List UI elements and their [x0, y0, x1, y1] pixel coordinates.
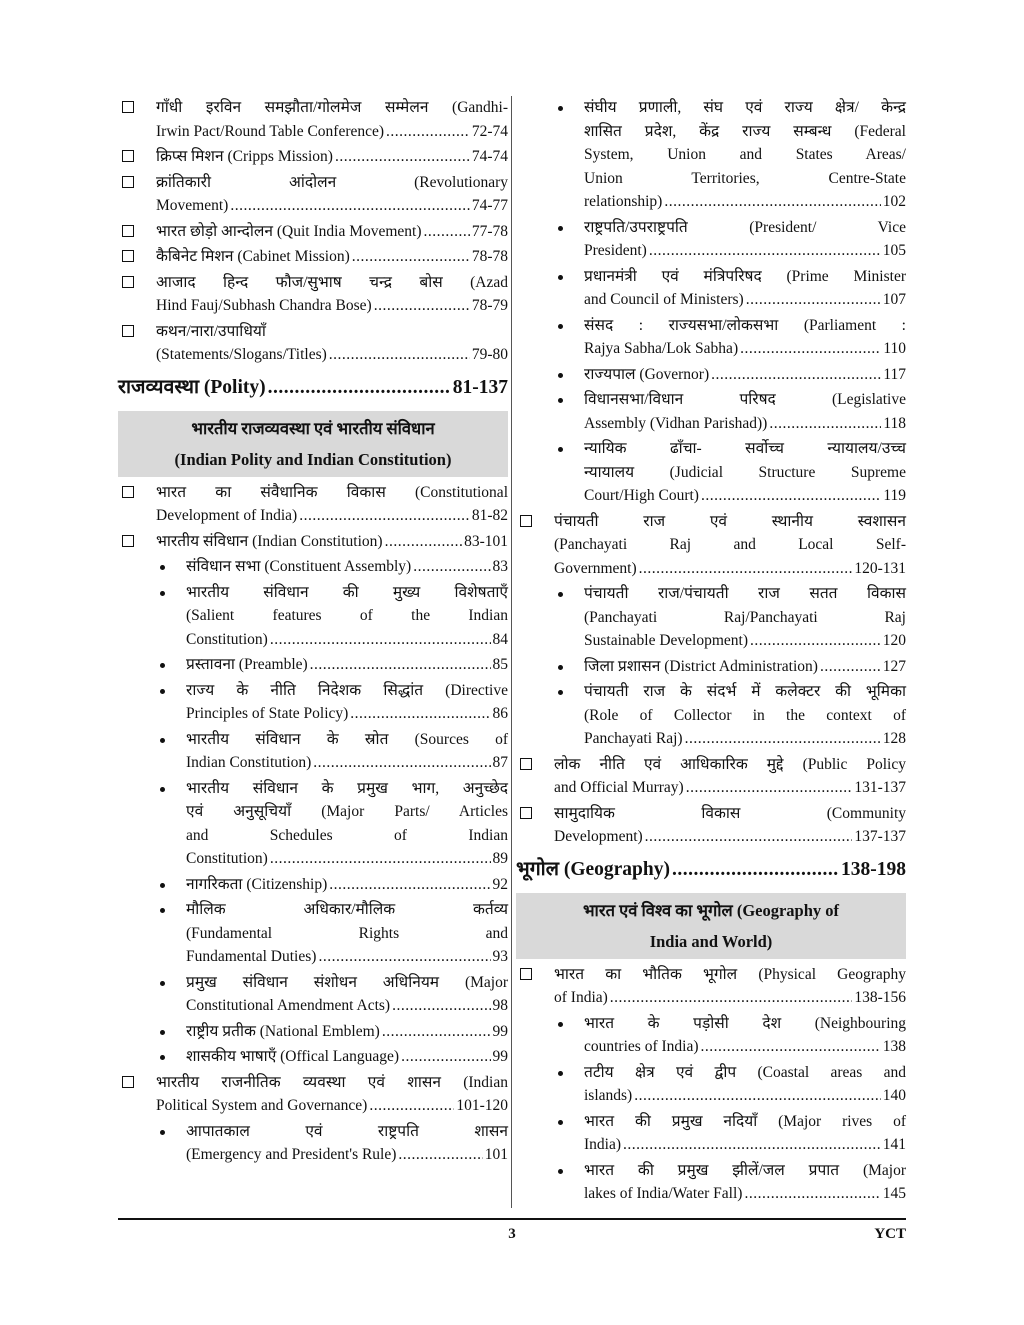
dot-leader	[386, 120, 470, 144]
bullet-icon	[160, 1055, 165, 1060]
checkbox-square-icon	[520, 758, 532, 770]
bullet-icon	[160, 689, 165, 694]
bullet-icon	[558, 592, 563, 597]
entry-page: 93	[492, 948, 508, 965]
dot-leader	[374, 294, 470, 318]
toc-entry	[516, 963, 906, 1010]
entry-text: Hind Fauj/Subhash Chandra Bose)	[156, 297, 372, 314]
dot-leader	[685, 727, 881, 751]
bullet-icon	[160, 981, 165, 986]
entry-page: 145	[882, 1185, 906, 1202]
entry-text: तटीय क्षेत्र एवं द्वीप (Coastal areas and	[584, 1063, 906, 1081]
dot-leader	[645, 825, 853, 849]
entry-text: भारत छोड़ो आन्दोलन (Quit India Movement)	[156, 222, 422, 240]
entry-text: Political System and Governance)	[156, 1097, 368, 1114]
entry-page: 72-74	[471, 122, 508, 140]
entry-text: क्रिप्स मिशन (Cripps Mission)	[156, 148, 333, 165]
column-divider	[511, 96, 512, 1208]
entry-text: and Council of Ministers)	[584, 291, 744, 308]
entry-text: पंचायती राज के संदर्भ में कलेक्टर की भूमिका	[584, 683, 906, 700]
toc-entry	[516, 216, 906, 263]
toc-entry	[118, 728, 508, 775]
dot-leader	[634, 1084, 881, 1108]
entry-text: (Emergency and President's Rule)	[186, 1146, 397, 1163]
entry-text: जिला प्रशासन (District Administration)	[584, 657, 818, 675]
toc-entry	[516, 753, 906, 800]
dot-leader	[299, 504, 470, 528]
entry-text: मौलिक अधिकार/मौलिक कर्तव्य	[186, 901, 508, 918]
entry-page: 110	[883, 340, 906, 357]
entry-page: 107	[882, 291, 906, 308]
toc-entry	[118, 171, 508, 218]
entry-text: Court/High Court)	[584, 487, 699, 504]
dot-leader	[329, 873, 490, 897]
entry-page: 119	[883, 487, 906, 504]
dot-leader	[392, 994, 490, 1018]
entry-page: 84	[492, 630, 508, 648]
bullet-icon	[558, 398, 563, 403]
entry-text: भारत के पड़ोसी देश (Neighbouring	[584, 1014, 906, 1032]
toc-entry	[118, 653, 508, 677]
toc-entry	[118, 555, 508, 579]
bullet-icon	[558, 275, 563, 280]
entry-page: 99	[492, 1048, 508, 1065]
entry-text: Development)	[554, 828, 643, 845]
entry-text: and Schedules of Indian	[186, 826, 508, 844]
entry-page: 86	[492, 705, 508, 722]
dot-leader	[750, 629, 881, 653]
bullet-icon	[160, 663, 165, 668]
entry-text: (Fundamental Rights and	[186, 924, 508, 942]
dot-leader	[746, 288, 881, 312]
checkbox-square-icon	[122, 535, 134, 547]
bullet-icon	[558, 690, 563, 695]
dot-leader	[310, 653, 491, 677]
dot-leader	[740, 337, 881, 361]
entry-text: lakes of India/Water Fall)	[584, 1185, 743, 1202]
toc-entry	[516, 96, 906, 214]
entry-text: President)	[584, 242, 647, 259]
dot-leader	[820, 655, 881, 679]
bullet-icon	[558, 106, 563, 111]
dot-leader	[270, 628, 491, 652]
entry-text: islands)	[584, 1087, 633, 1104]
entry-text: गाँधी इरविन समझौता/गोलमेज सम्मेलन (Gandhi-	[156, 99, 508, 116]
entry-text: (Role of Collector in the context of	[584, 706, 906, 724]
checkbox-square-icon	[520, 807, 532, 819]
left-top-entries	[118, 96, 508, 367]
dot-leader	[639, 557, 853, 581]
checkbox-square-icon	[122, 250, 134, 262]
entry-text: Union Territories, Centre-State	[584, 169, 906, 187]
dot-leader	[744, 1182, 880, 1206]
entry-page: 83-101	[464, 532, 508, 550]
entry-text: भारतीय संविधान (Indian Constitution)	[156, 532, 383, 550]
checkbox-square-icon	[122, 276, 134, 288]
toc-entry	[516, 437, 906, 508]
entry-text: (Statements/Slogans/Titles)	[156, 346, 327, 363]
entry-page: 78-79	[471, 297, 508, 314]
bullet-icon	[558, 1169, 563, 1174]
left-entries	[118, 481, 508, 1167]
bullet-icon	[160, 738, 165, 743]
checkbox-square-icon	[122, 325, 134, 337]
entry-text: पंचायती राज/पंचायती राज सतत विकास	[584, 585, 906, 602]
entry-page: 79-80	[471, 346, 508, 363]
dot-leader	[313, 751, 490, 775]
bullet-icon	[160, 565, 165, 570]
bullet-icon	[558, 1071, 563, 1076]
dot-leader	[401, 1045, 490, 1069]
entry-text: and Official Murray)	[554, 779, 684, 796]
entry-text: राज्य के नीति निदेशक सिद्धांत (Directive	[186, 681, 508, 699]
entry-text: राष्ट्रीय प्रतीक (National Emblem)	[186, 1022, 380, 1040]
entry-page: 77-78	[471, 222, 508, 240]
entry-text: India)	[584, 1136, 622, 1153]
bullet-icon	[558, 226, 563, 231]
bullet-icon	[160, 883, 165, 888]
checkbox-square-icon	[122, 486, 134, 498]
entry-text: Indian Constitution)	[186, 754, 312, 771]
entry-page: 78-78	[471, 248, 508, 265]
entry-page: 105	[882, 242, 906, 259]
checkbox-square-icon	[122, 101, 134, 113]
checkbox-square-icon	[520, 968, 532, 980]
entry-text: Constitutional Amendment Acts)	[186, 997, 391, 1014]
checkbox-square-icon	[520, 515, 532, 527]
entry-text: भारत का भौतिक भूगोल (Physical Geography	[554, 965, 906, 983]
toc-entry	[516, 314, 906, 361]
toc-entry	[118, 1071, 508, 1118]
entry-text: Assembly (Vidhan Parishad))	[584, 414, 768, 432]
entry-text: लोक नीति एवं आधिकारिक मुद्दे (Public Policy	[554, 755, 906, 773]
toc-entry	[118, 1045, 508, 1069]
toc-entry	[516, 1159, 906, 1206]
entry-text: भारत की प्रमुख नदियाँ (Major rives of	[584, 1112, 906, 1130]
section-heading-geography: भूगोल (Geography) ..... 138-198	[516, 855, 906, 885]
dot-leader	[623, 1133, 881, 1157]
dot-leader	[382, 1020, 491, 1044]
toc-entry	[118, 271, 508, 318]
toc-entry	[118, 220, 508, 244]
entry-text: कथन/नारा/उपाधियाँ	[156, 322, 266, 340]
entry-text: (Panchayati Raj/Panchayati Raj	[584, 608, 906, 626]
entry-text: संसद : राज्यसभा/लोकसभा (Parliament :	[584, 316, 906, 334]
toc-entry	[118, 1120, 508, 1167]
toc-entry	[118, 320, 508, 367]
footer-rule	[118, 1218, 906, 1220]
entry-text: नागरिकता (Citizenship)	[186, 875, 328, 893]
entry-text: संघीय प्रणाली, संघ एवं राज्य क्षेत्र/ केन्द्र	[584, 99, 906, 116]
entry-page: 87	[492, 754, 508, 771]
right-entries	[516, 96, 906, 849]
toc-entry	[118, 898, 508, 969]
dot-leader	[398, 1143, 482, 1167]
bullet-icon	[558, 373, 563, 378]
entry-text: Fundamental Duties)	[186, 948, 317, 965]
toc-entry	[118, 679, 508, 726]
toc-entry	[516, 265, 906, 312]
toc-entry	[118, 581, 508, 652]
entry-text: relationship)	[584, 193, 663, 210]
entry-page: 92	[492, 875, 508, 893]
entry-text: भारतीय संविधान के प्रमुख भाग, अनुच्छेद	[186, 779, 508, 797]
toc-entry	[118, 96, 508, 143]
entry-text: राज्यपाल (Governor)	[584, 365, 710, 383]
subheading-indian-polity: भारतीय राजव्यवस्था एवं भारतीय संविधान (Indian Polity and Indian Constitution)	[118, 411, 508, 477]
entry-text: प्रमुख संविधान संशोधन अधिनियम (Major	[186, 973, 508, 991]
checkbox-square-icon	[122, 1076, 134, 1088]
dot-leader	[664, 190, 880, 214]
toc-entry	[118, 530, 508, 554]
toc-entry	[516, 363, 906, 387]
entry-page: 120	[882, 632, 906, 649]
toc-entry	[516, 388, 906, 435]
entry-page: 141	[882, 1136, 906, 1153]
entry-text: न्यायालय (Judicial Structure Supreme	[584, 463, 906, 481]
dot-leader	[369, 1094, 454, 1118]
toc-entry	[516, 655, 906, 679]
entry-page: 74-77	[471, 197, 508, 214]
entry-text: न्यायिक ढाँचा- सर्वोच्च न्यायालय/उच्च	[584, 440, 906, 457]
dot-leader	[352, 245, 470, 269]
toc-entry	[118, 971, 508, 1018]
subheading-geography: भारत एवं विश्व का भूगोल (Geography of India and World)	[516, 893, 906, 959]
dot-leader	[318, 945, 490, 969]
toc-entry	[516, 510, 906, 581]
entry-text: राष्ट्रपति/उपराष्ट्रपति (President/ Vice	[584, 218, 906, 236]
left-column	[118, 96, 508, 1169]
entry-text: संविधान सभा (Constituent Assembly)	[186, 558, 412, 575]
dot-leader	[413, 555, 490, 579]
entry-page: 89	[492, 850, 508, 867]
dot-leader	[769, 412, 881, 436]
entry-page: 138-156	[854, 989, 906, 1006]
entry-page: 118	[883, 414, 906, 432]
entry-text: क्रांतिकारी आंदोलन (Revolutionary	[156, 173, 508, 191]
entry-text: Rajya Sabha/Lok Sabha)	[584, 340, 739, 357]
entry-text: of India)	[554, 989, 608, 1006]
bullet-icon	[160, 1030, 165, 1035]
dot-leader	[711, 363, 881, 387]
entry-page: 137-137	[854, 828, 906, 845]
entry-text: प्रधानमंत्री एवं मंत्रिपरिषद (Prime Minister	[584, 267, 906, 285]
toc-entry	[516, 680, 906, 751]
bullet-icon	[558, 447, 563, 452]
entry-text: भारतीय संविधान की मुख्य विशेषताएँ	[186, 583, 508, 601]
page-number: 3	[508, 1226, 516, 1242]
bullet-icon	[558, 324, 563, 329]
toc-entry	[118, 1020, 508, 1044]
entry-text: Irwin Pact/Round Table Conference)	[156, 122, 385, 140]
entry-page: 120-131	[854, 559, 906, 577]
dot-leader	[329, 343, 470, 367]
toc-entry	[516, 1110, 906, 1157]
toc-entry	[516, 802, 906, 849]
entry-text: विधानसभा/विधान परिषद (Legislative	[584, 391, 906, 408]
entry-text: भारतीय संविधान के स्रोत (Sources of	[186, 730, 508, 748]
dot-leader	[230, 194, 470, 218]
entry-text: Movement)	[156, 197, 229, 214]
entry-text: Sustainable Development)	[584, 632, 748, 649]
footer-brand: YCT	[874, 1226, 906, 1242]
dot-leader	[701, 484, 881, 508]
entry-text: आपातकाल एवं राष्ट्रपति शासन	[186, 1122, 508, 1140]
entry-text: भारतीय राजनीतिक व्यवस्था एवं शासन (Indian	[156, 1073, 508, 1091]
entry-page: 74-74	[471, 148, 508, 165]
dot-leader	[335, 145, 470, 169]
dot-leader	[270, 847, 491, 871]
entry-text: भारत की प्रमुख झीलें/जल प्रपात (Major	[584, 1161, 906, 1179]
bullet-icon	[160, 787, 165, 792]
entry-page: 140	[882, 1087, 906, 1104]
entry-text: Government)	[554, 559, 637, 577]
entry-page: 128	[882, 730, 906, 747]
entry-text: countries of India)	[584, 1038, 699, 1055]
dot-leader	[424, 220, 470, 244]
right-entries-geography	[516, 963, 906, 1206]
entry-text: Constitution)	[186, 850, 268, 867]
checkbox-square-icon	[122, 225, 134, 237]
toc-entry	[118, 245, 508, 269]
entry-text: System, Union and States Areas/	[584, 146, 906, 163]
bullet-icon	[558, 1022, 563, 1027]
checkbox-square-icon	[122, 150, 134, 162]
entry-text: शासित प्रदेश, केंद्र राज्य सम्बन्ध (Federal	[584, 122, 906, 140]
entry-text: (Salient features of the Indian	[186, 607, 508, 624]
entry-text: आजाद हिन्द फौज/सुभाष चन्द्र बोस (Azad	[156, 273, 508, 291]
section-heading-polity: राजव्यवस्था (Polity) ..... 81-137	[118, 373, 508, 403]
entry-page: 81-82	[471, 507, 508, 524]
toc-entry	[118, 145, 508, 169]
entry-page: 117	[883, 365, 906, 383]
entry-page: 98	[492, 997, 508, 1014]
toc-entry	[118, 873, 508, 897]
entry-text: Principles of State Policy)	[186, 705, 349, 722]
entry-text: भारत का संवैधानिक विकास (Constitutional	[156, 483, 508, 501]
entry-text: प्रस्तावना (Preamble)	[186, 656, 308, 673]
entry-page: 101	[484, 1146, 508, 1163]
dot-leader	[350, 702, 490, 726]
dot-leader	[385, 530, 463, 554]
entry-page: 127	[882, 657, 906, 675]
entry-text: Development of India)	[156, 507, 298, 524]
entry-page: 83	[492, 558, 508, 575]
right-column	[516, 96, 906, 1208]
bullet-icon	[558, 1120, 563, 1125]
dot-leader	[610, 986, 853, 1010]
entry-page: 131-137	[854, 779, 906, 796]
toc-entry	[516, 582, 906, 653]
checkbox-square-icon	[122, 176, 134, 188]
toc-entry	[118, 481, 508, 528]
toc-entry	[516, 1061, 906, 1108]
entry-page: 85	[492, 656, 508, 673]
entry-page: 101-120	[456, 1097, 508, 1114]
entry-text: सामुदायिक विकास (Community	[554, 804, 906, 822]
entry-page: 99	[492, 1022, 508, 1040]
entry-page: 102	[882, 193, 906, 210]
toc-entry	[118, 777, 508, 871]
dot-leader	[701, 1035, 881, 1059]
dot-leader	[686, 776, 853, 800]
entry-text: एवं अनुसूचियाँ (Major Parts/ Articles	[186, 803, 508, 820]
bullet-icon	[160, 591, 165, 596]
dot-leader	[649, 239, 881, 263]
entry-text: Panchayati Raj)	[584, 730, 683, 747]
bullet-icon	[160, 908, 165, 913]
entry-text: कैबिनेट मिशन (Cabinet Mission)	[156, 248, 350, 265]
entry-text: पंचायती राज एवं स्थानीय स्वशासन	[554, 512, 906, 530]
bullet-icon	[160, 1130, 165, 1135]
bullet-icon	[558, 665, 563, 670]
toc-entry	[516, 1012, 906, 1059]
entry-text: Constitution)	[186, 630, 268, 648]
entry-page: 138	[882, 1038, 906, 1055]
entry-text: शासकीय भाषाएँ (Offical Language)	[186, 1048, 400, 1065]
entry-text: (Panchayati Raj and Local Self-	[554, 536, 906, 553]
